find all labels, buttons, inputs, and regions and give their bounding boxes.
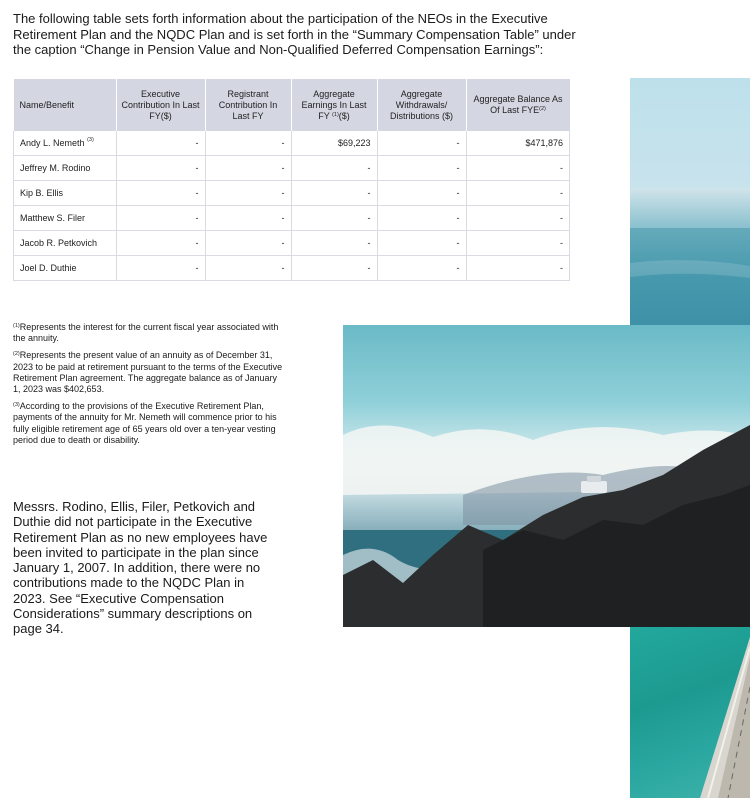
intro-paragraph: The following table sets forth information about the participation of the NEOs in the Executive Retirement Plan and the NQDC Plan and is set forth in the “Summary Compensation Table” under the caption “Change in Pension Value and Non-Qualified Deferred Compensation Earnings”: — [13, 11, 576, 57]
cell-name: Joel D. Duthie — [14, 256, 117, 281]
sky-ocean-photo — [630, 78, 750, 325]
cell-name: Jeffrey M. Rodino — [14, 156, 117, 181]
cell-exec: - — [116, 131, 205, 156]
cell-balance: - — [466, 231, 570, 256]
header-balance: Aggregate Balance As Of Last FYE$^{(2)}$ — [466, 79, 570, 131]
cell-withdrawals: - — [377, 131, 466, 156]
cell-balance: - — [466, 206, 570, 231]
cell-earnings: - — [291, 256, 377, 281]
cell-name: Matthew S. Filer — [14, 206, 117, 231]
table-row — [14, 131, 570, 156]
footnote: $^{(3)}$According to the provisions of the Executive Retirement Plan, payments of the annuity for Mr. Nemeth will commence prior to his fully eligible retirement age of 65 years old over a ten-year vesting period due to death or disability. — [13, 401, 277, 445]
table-row — [14, 206, 570, 231]
cell-exec: - — [116, 206, 205, 231]
cell-reg: - — [205, 156, 291, 181]
table-row — [14, 156, 570, 181]
cell-name: Andy L. Nemeth $^{(3)}$ — [14, 131, 117, 156]
cell-withdrawals: - — [377, 231, 466, 256]
footnote: $^{(2)}$Represents the present value of an annuity as of December 31, 2023 to be paid at retirement pursuant to the terms of the Executive Retirement Plan agreement. The aggregate balance as of January 1, 2023 was $402,653. — [13, 350, 283, 395]
cell-withdrawals: - — [377, 206, 466, 231]
cell-withdrawals: - — [377, 181, 466, 206]
cell-earnings: - — [291, 156, 377, 181]
cell-exec: - — [116, 181, 205, 206]
header-name: Name/Benefit — [14, 79, 117, 131]
cell-exec: - — [116, 231, 205, 256]
cell-earnings: - — [291, 206, 377, 231]
cell-name: Kip B. Ellis — [14, 181, 117, 206]
cell-balance: $471,876 — [466, 131, 570, 156]
nqdc-table — [13, 79, 570, 281]
cell-exec: - — [116, 156, 205, 181]
closing-paragraph: Messrs. Rodino, Ellis, Filer, Petkovich and Duthie did not participate in the Executive Retirement Plan as no new employees have been invited to participate in the plan since January 1, 2007. In addition, there were no contributions made to the NQDC Plan in 2023. See “Executive Compensation Considerations” summary descriptions on page 34. — [13, 499, 268, 637]
aerial-road-photo — [630, 627, 750, 798]
header-reg-contrib: Registrant Contribution In Last FY — [205, 79, 291, 131]
cell-balance: - — [466, 181, 570, 206]
cell-reg: - — [205, 181, 291, 206]
cell-earnings: $69,223 — [291, 131, 377, 156]
header-exec-contrib: Executive Contribution In Last FY($) — [116, 79, 205, 131]
footnotes — [13, 322, 283, 452]
header-earnings: Aggregate Earnings In Last FY $^{(1)}$($) — [291, 79, 377, 131]
cell-withdrawals: - — [377, 156, 466, 181]
cell-exec: - — [116, 256, 205, 281]
table-row — [14, 181, 570, 206]
cell-reg: - — [205, 206, 291, 231]
cell-reg: - — [205, 131, 291, 156]
cell-earnings: - — [291, 231, 377, 256]
cell-balance: - — [466, 156, 570, 181]
cell-withdrawals: - — [377, 256, 466, 281]
cell-reg: - — [205, 231, 291, 256]
cell-earnings: - — [291, 181, 377, 206]
cell-reg: - — [205, 256, 291, 281]
coastline-photo — [343, 325, 750, 627]
cell-balance: - — [466, 256, 570, 281]
header-withdrawals: Aggregate Withdrawals/ Distributions ($) — [377, 79, 466, 131]
table-row — [14, 231, 570, 256]
table-header-row — [14, 79, 570, 131]
cell-name: Jacob R. Petkovich — [14, 231, 117, 256]
footnote: $^{(1)}$Represents the interest for the current fiscal year associated with the annuity. — [13, 322, 279, 344]
table-row — [14, 256, 570, 281]
